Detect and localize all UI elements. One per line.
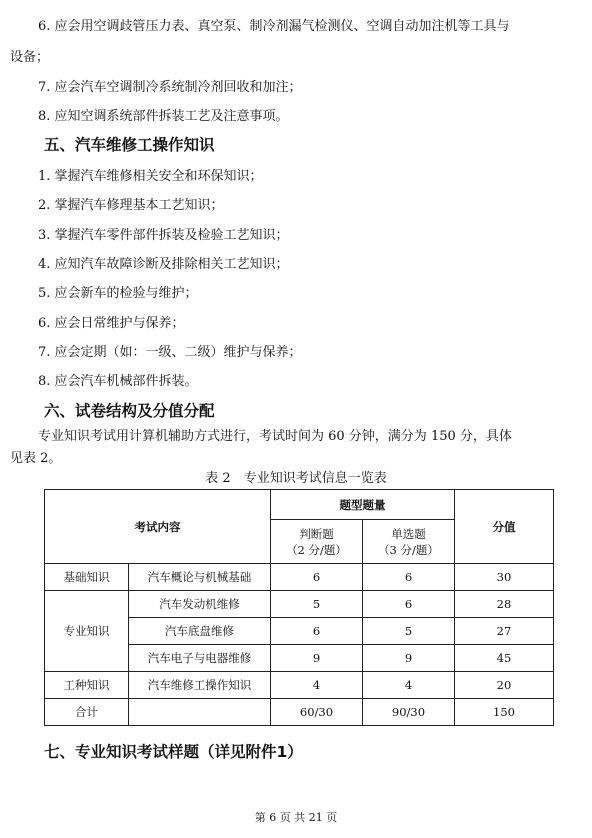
- single-cell: 6: [363, 591, 455, 618]
- header-score: 分值: [455, 490, 554, 564]
- item-cell: 汽车底盘维修: [129, 618, 271, 645]
- list-item: 8. 应知空调系统部件拆装工艺及注意事项。: [38, 109, 289, 124]
- total-single: 90/30: [363, 699, 455, 726]
- category-cell: 专业知识: [45, 591, 129, 672]
- header-judge-label: 判断题: [299, 526, 334, 541]
- list-item: 7. 应会汽车空调制冷系统制冷剂回收和加注；: [38, 80, 302, 95]
- single-cell: 6: [363, 564, 455, 591]
- list-item: 5. 应会新车的检验与维护；: [38, 286, 198, 301]
- single-cell: 5: [363, 618, 455, 645]
- total-empty-cell: [129, 699, 271, 726]
- category-cell: 工种知识: [45, 672, 129, 699]
- section-heading: 六、试卷结构及分值分配: [44, 402, 215, 420]
- single-cell: 4: [363, 672, 455, 699]
- judge-cell: 6: [271, 618, 363, 645]
- header-single-points: （3 分/题）: [378, 542, 439, 557]
- single-cell: 9: [363, 645, 455, 672]
- list-item: 2. 掌握汽车修理基本工艺知识；: [38, 198, 224, 213]
- item-cell: 汽车发动机维修: [129, 591, 271, 618]
- page-footer: 第 6 页 共 21 页: [254, 811, 338, 824]
- header-judge-points: （2 分/题）: [286, 542, 347, 557]
- item-cell: 汽车维修工操作知识: [129, 672, 271, 699]
- total-label: 合计: [45, 699, 129, 726]
- paragraph-line: 见表 2。: [10, 451, 62, 466]
- judge-cell: 4: [271, 672, 363, 699]
- list-item-continuation: 设备；: [10, 50, 50, 65]
- list-item: 6. 应会用空调歧管压力表、真空泵、制冷剂漏气检测仪、空调自动加注机等工具与: [38, 19, 510, 34]
- score-cell: 45: [455, 645, 554, 672]
- list-item: 4. 应知汽车故障诊断及排除相关工艺知识；: [38, 257, 289, 272]
- header-single: [363, 520, 455, 564]
- table-row: [45, 564, 554, 591]
- list-item: 3. 掌握汽车零件部件拆装及检验工艺知识；: [38, 228, 289, 243]
- header-exam-content: 考试内容: [45, 490, 271, 564]
- table-header-row: [45, 490, 554, 520]
- table-caption: 表 2 专业知识考试信息一览表: [205, 471, 387, 486]
- total-judge: 60/30: [271, 699, 363, 726]
- score-cell: 28: [455, 591, 554, 618]
- item-cell: 汽车概论与机械基础: [129, 564, 271, 591]
- section-heading: 五、汽车维修工操作知识: [44, 136, 215, 154]
- score-cell: 30: [455, 564, 554, 591]
- header-judge: [271, 520, 363, 564]
- score-cell: 27: [455, 618, 554, 645]
- list-item: 7. 应会定期（如：一级、二级）维护与保养；: [38, 345, 302, 360]
- list-item: 8. 应会汽车机械部件拆装。: [38, 374, 198, 389]
- list-item: 1. 掌握汽车维修相关安全和环保知识；: [38, 169, 263, 184]
- header-question-types: 题型题量: [271, 490, 455, 520]
- judge-cell: 9: [271, 645, 363, 672]
- category-cell: 基础知识: [45, 564, 129, 591]
- table-row: [45, 672, 554, 699]
- exam-info-table: [44, 489, 554, 726]
- list-item: 6. 应会日常维护与保养；: [38, 316, 185, 331]
- total-score: 150: [455, 699, 554, 726]
- item-cell: 汽车电子与电器维修: [129, 645, 271, 672]
- paragraph-line: 专业知识考试用计算机辅助方式进行，考试时间为 60 分钟，满分为 150 分，具体: [38, 429, 512, 444]
- table-total-row: [45, 699, 554, 726]
- header-single-label: 单选题: [391, 526, 426, 541]
- score-cell: 20: [455, 672, 554, 699]
- table-row: [45, 591, 554, 618]
- judge-cell: 6: [271, 564, 363, 591]
- section-heading: 七、专业知识考试样题（详见附件1）: [44, 743, 303, 761]
- judge-cell: 5: [271, 591, 363, 618]
